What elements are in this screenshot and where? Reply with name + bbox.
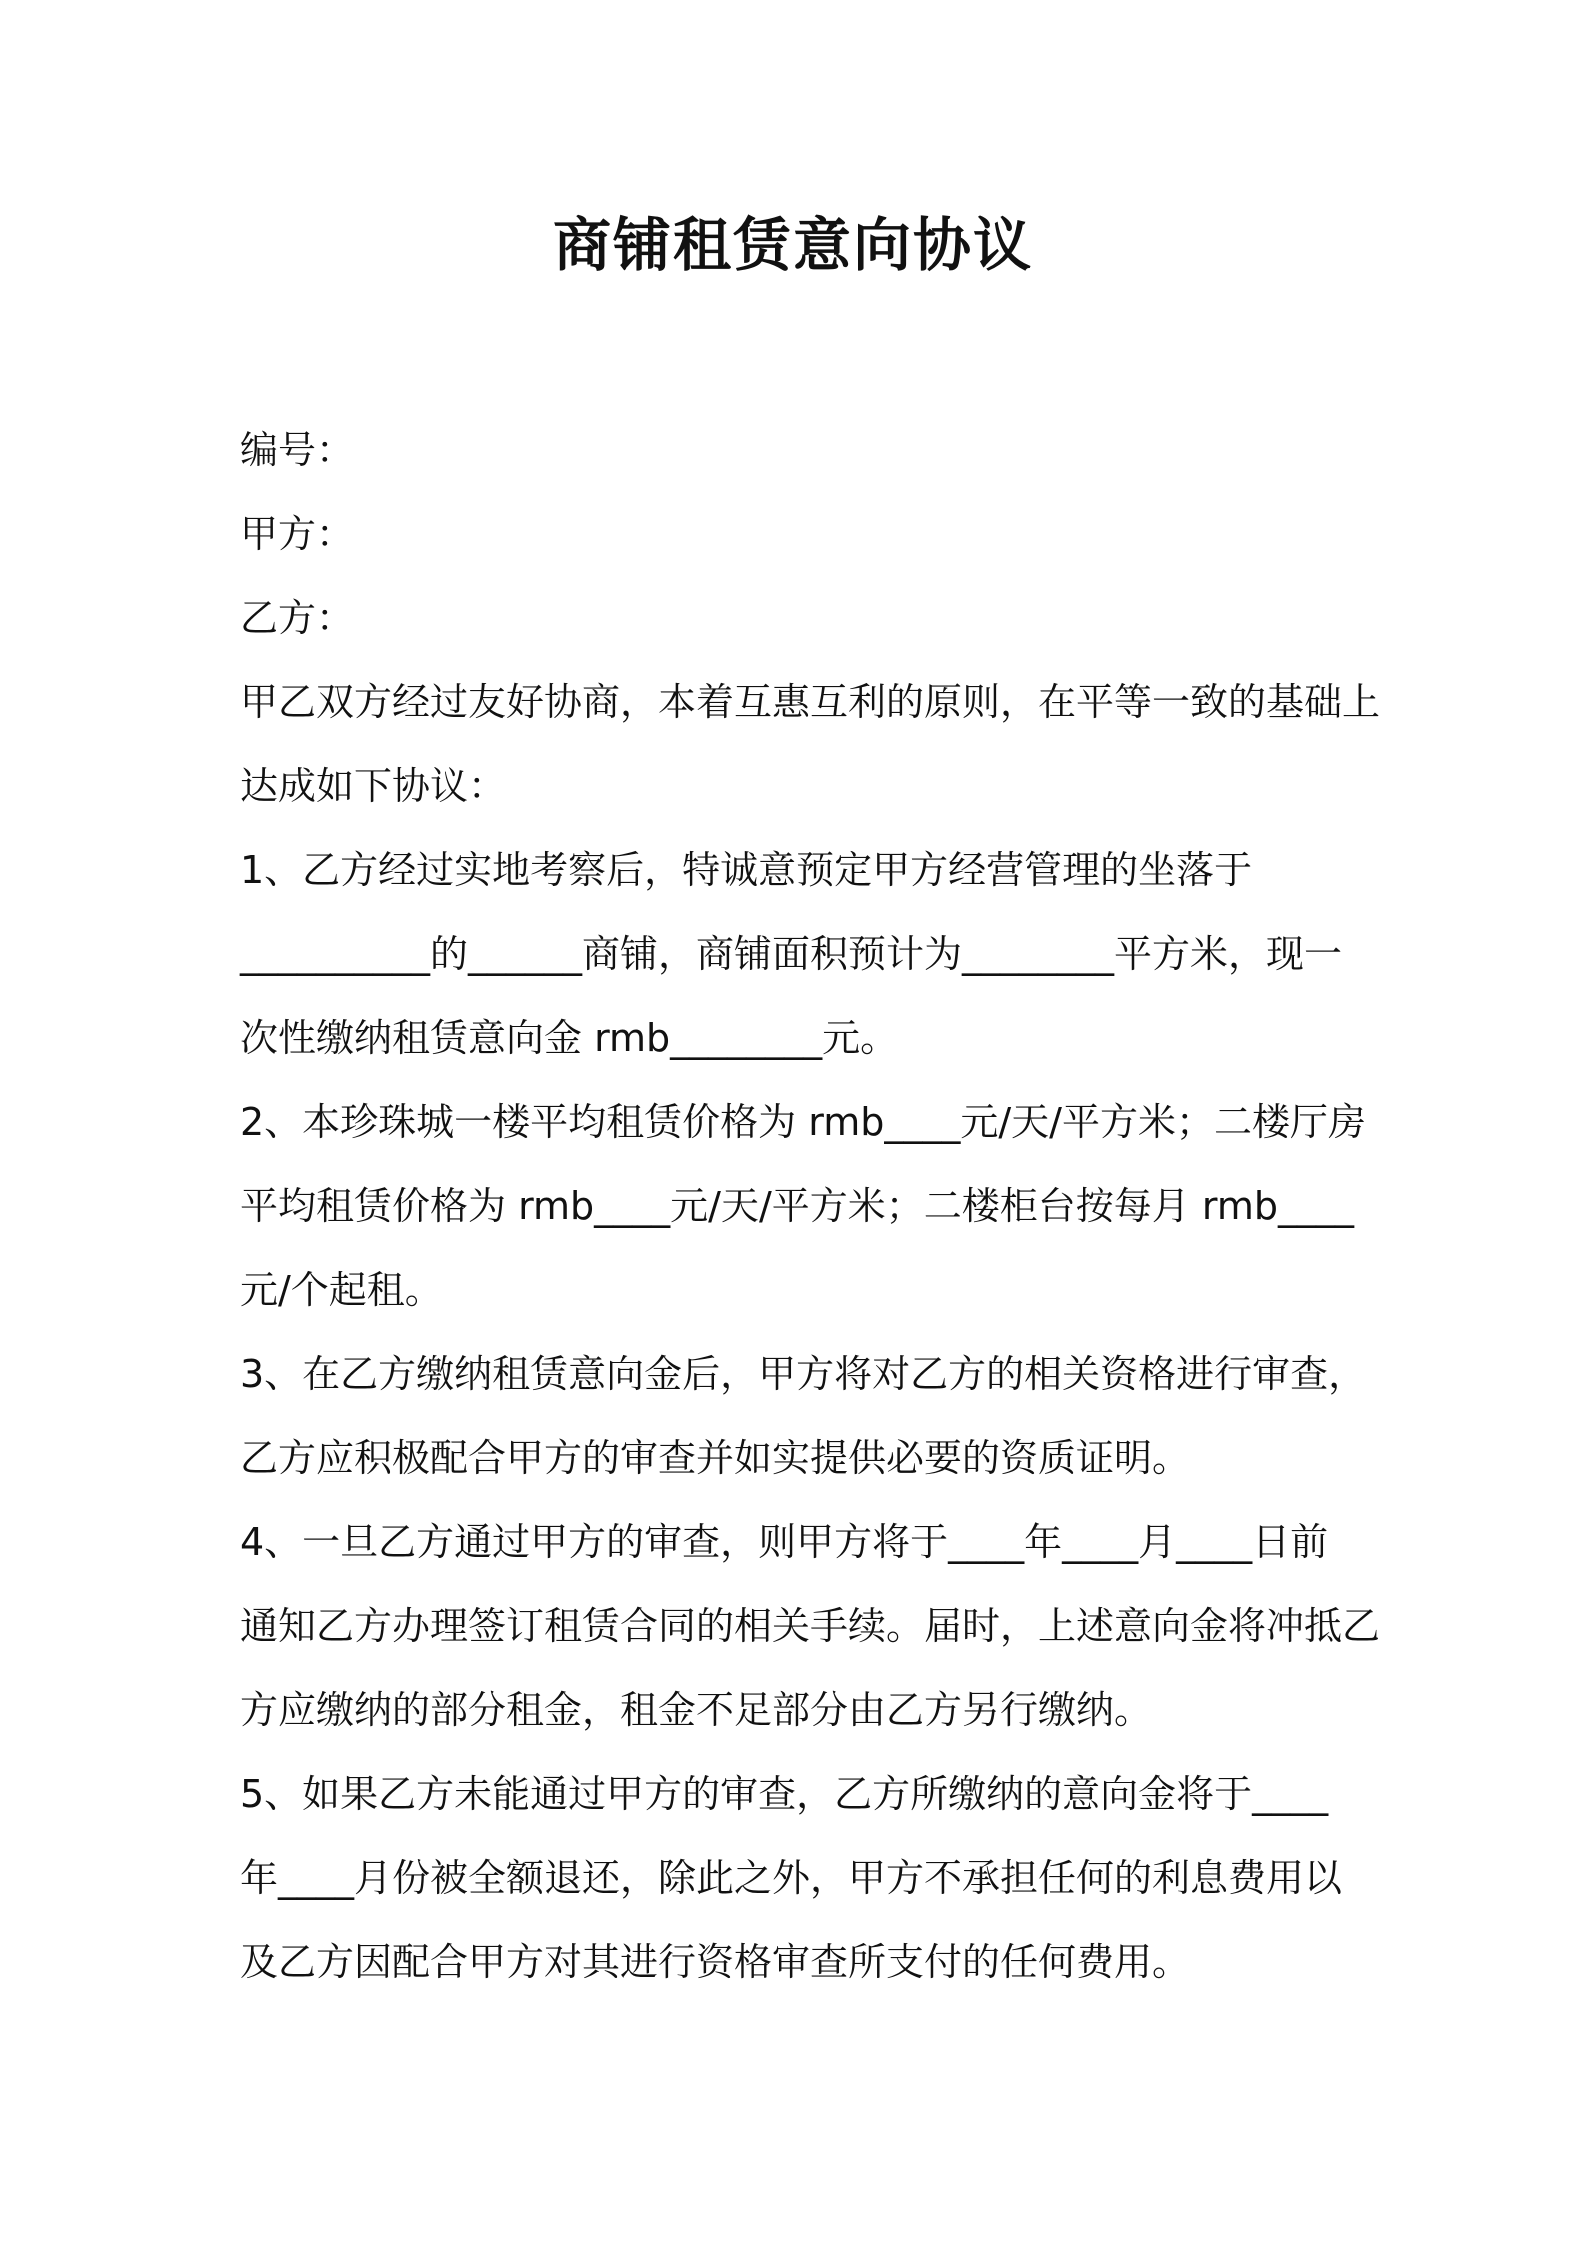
clause-4-line: 4、一旦乙方通过甲方的审查，则甲方将于____年____月____日前 bbox=[240, 1520, 1329, 1564]
intro-line: 甲乙双方经过友好协商，本着互惠互利的原则，在平等一致的基础上 bbox=[240, 680, 1381, 724]
clause-1-line: 次性缴纳租赁意向金 rmb________元。 bbox=[240, 1016, 899, 1060]
clause-1-line: __________的______商铺，商铺面积预计为________平方米，现一 bbox=[240, 932, 1343, 976]
clause-4-line: 方应缴纳的部分租金，租金不足部分由乙方另行缴纳。 bbox=[240, 1688, 1153, 1732]
clause-3-line: 乙方应积极配合甲方的审查并如实提供必要的资质证明。 bbox=[240, 1436, 1191, 1480]
field-number: 编号： bbox=[240, 428, 355, 472]
document-body bbox=[240, 408, 1381, 2004]
clause-5-line: 5、如果乙方未能通过甲方的审查，乙方所缴纳的意向金将于____ bbox=[240, 1772, 1329, 1816]
clause-3-line: 3、在乙方缴纳租赁意向金后，甲方将对乙方的相关资格进行审查， bbox=[240, 1352, 1367, 1396]
field-party-b: 乙方： bbox=[240, 596, 355, 640]
document-title: 商铺租赁意向协议 bbox=[552, 211, 1033, 279]
clause-2-line: 2、本珍珠城一楼平均租赁价格为 rmb____元/天/平方米；二楼厅房 bbox=[240, 1100, 1366, 1144]
clause-5-line: 及乙方因配合甲方对其进行资格审查所支付的任何费用。 bbox=[240, 1940, 1191, 1984]
field-party-a: 甲方： bbox=[240, 512, 355, 556]
clause-2-line: 平均租赁价格为 rmb____元/天/平方米；二楼柜台按每月 rmb____ bbox=[240, 1184, 1354, 1228]
clause-2-line: 元/个起租。 bbox=[240, 1268, 443, 1312]
clause-1-line: 1、乙方经过实地考察后，特诚意预定甲方经营管理的坐落于 bbox=[240, 848, 1253, 892]
intro-line: 达成如下协议： bbox=[240, 764, 507, 808]
clause-5-line: 年____月份被全额退还，除此之外，甲方不承担任何的利息费用以 bbox=[240, 1856, 1343, 1900]
clause-4-line: 通知乙方办理签订租赁合同的相关手续。届时，上述意向金将冲抵乙 bbox=[240, 1604, 1381, 1648]
